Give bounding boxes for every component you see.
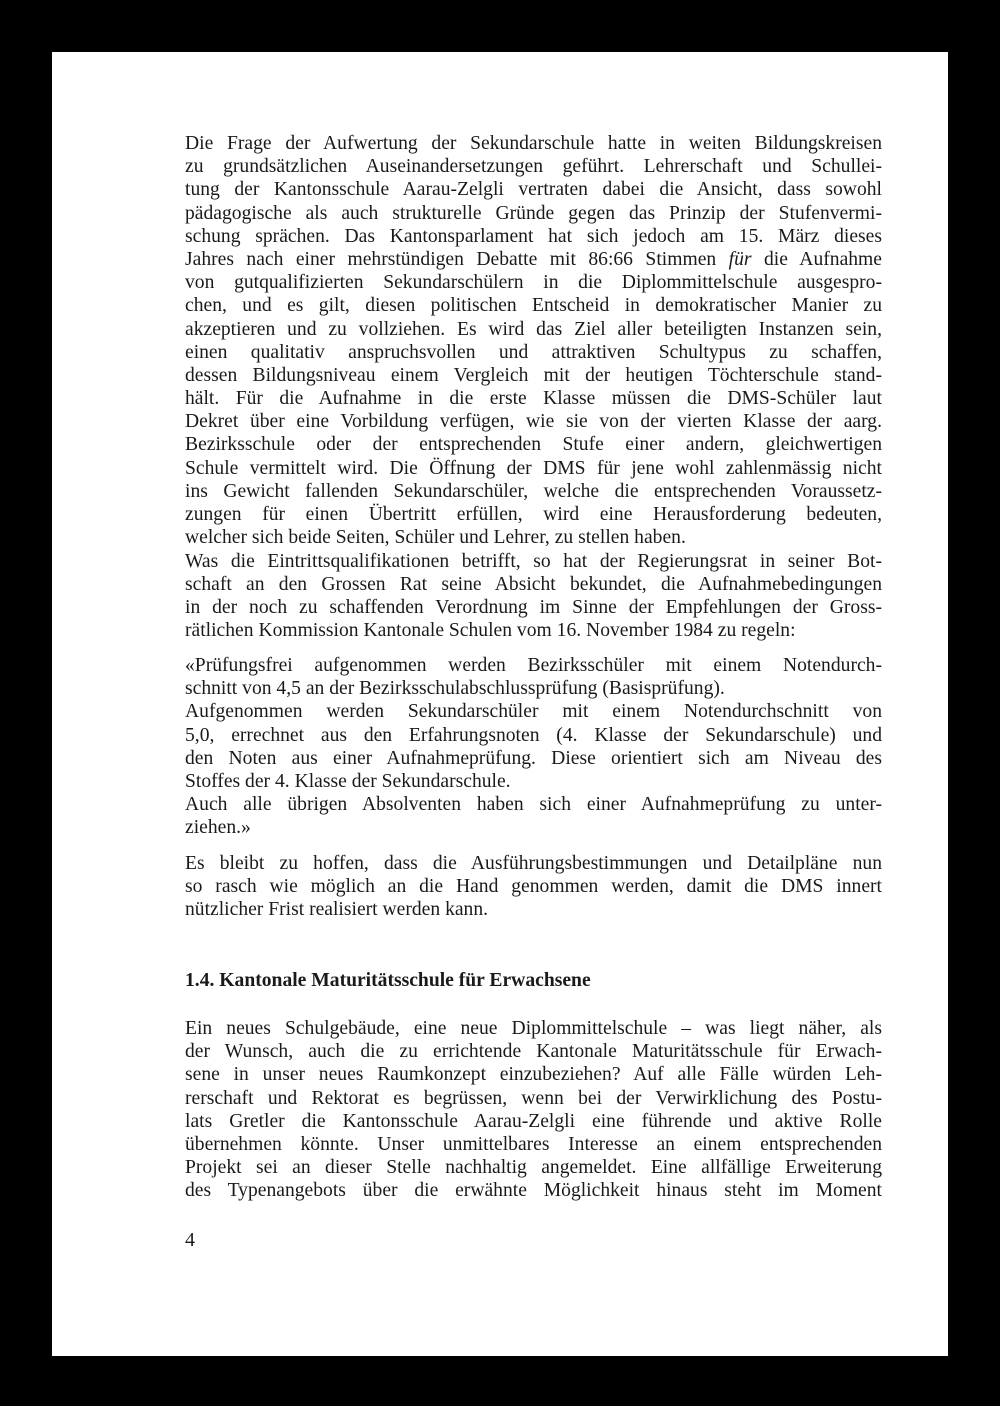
page-number: 4 <box>185 1229 195 1251</box>
paragraph <box>185 793 882 839</box>
document-page <box>52 52 948 1356</box>
text-line: des Typenangebots über die erwähnte Möglichkeit hinaus steht im Moment <box>185 1180 882 1202</box>
text-line: Schule vermittelt wird. Die Öffnung der DMS für jene wohl zahlenmässig nicht <box>185 457 882 479</box>
text-line: den Noten aus einer Aufnahmeprüfung. Diese orientiert sich am Niveau des <box>185 747 882 769</box>
paragraph <box>185 550 882 643</box>
text-line: Die Frage der Aufwertung der Sekundarschule hatte in weiten Bildungskreisen <box>185 133 882 154</box>
text-line <box>185 248 882 271</box>
text-line: ziehen.» <box>185 817 251 839</box>
text-line: hält. Für die Aufnahme in die erste Klasse müssen die DMS-Schüler laut <box>185 388 882 410</box>
text-line: zungen für einen Übertritt erfüllen, wird eine Herausforderung bedeuten, <box>185 504 882 525</box>
text-line: Was die Eintrittsqualifikationen betrifft, so hat der Regierungsrat in seiner Bot- <box>185 550 882 572</box>
text-segment: die Aufnahme <box>751 248 882 270</box>
emphasis-text: für <box>728 248 752 270</box>
text-line: zu grundsätzlichen Auseinandersetzungen geführt. Lehrerschaft und Schullei- <box>185 156 882 178</box>
text-line: lats Gretler die Kantonsschule Aarau-Zelgli eine führende und aktive Rolle <box>185 1110 882 1132</box>
paragraph <box>185 700 882 793</box>
text-line: Bezirksschule oder der entsprechenden Stufe einer andern, gleichwertigen <box>185 434 882 456</box>
text-line: «Prüfungsfrei aufgenommen werden Bezirksschüler mit einem Notendurch- <box>185 655 882 676</box>
text-line: so rasch wie möglich an die Hand genommen werden, damit die DMS innert <box>185 876 882 898</box>
text-line: Stoffes der 4. Klasse der Sekundarschule. <box>185 770 511 792</box>
text-line: der Wunsch, auch die zu errichtende Kantonale Maturitätsschule für Erwach- <box>185 1041 882 1063</box>
text-line: pädagogische als auch strukturelle Gründe gegen das Prinzip der Stufenvermi- <box>185 202 882 224</box>
text-line: von gutqualifizierten Sekundarschülern in die Diplommittelschule ausgespro- <box>185 272 882 294</box>
section-heading: 1.4. Kantonale Maturitätsschule für Erwachsene <box>185 970 591 991</box>
text-line: schung sprächen. Das Kantonsparlament hat sich jedoch am 15. März dieses <box>185 225 882 247</box>
paragraph <box>185 852 882 922</box>
text-line: chen, und es gilt, diesen politischen Entscheid in demokratischer Manier zu <box>185 295 882 317</box>
text-line: ins Gewicht fallenden Sekundarschüler, welche die entsprechenden Voraussetz- <box>185 480 882 502</box>
text-line: dessen Bildungsniveau einem Vergleich mit der heutigen Töchterschule stand- <box>185 364 882 386</box>
text-line: rerschaft und Rektorat es begrüssen, wenn bei der Verwirklichung des Postu- <box>185 1087 882 1109</box>
text-line: welcher sich beide Seiten, Schüler und Lehrer, zu stellen haben. <box>185 527 686 549</box>
text-line: 5,0, errechnet aus den Erfahrungsnoten (4. Klasse der Sekundarschule) und <box>185 724 882 746</box>
text-line: in der noch zu schaffenden Verordnung im Sinne der Empfehlungen der Gross- <box>185 596 882 618</box>
text-line: schnitt von 4,5 an der Bezirksschulabschlussprüfung (Basisprüfung). <box>185 678 725 700</box>
text-line: sene in unser neues Raumkonzept einzubeziehen? Auf alle Fälle würden Leh- <box>185 1064 882 1086</box>
text-line: Auch alle übrigen Absolventen haben sich einer Aufnahmeprüfung zu unter- <box>185 794 882 816</box>
paragraph <box>185 654 882 700</box>
text-line: einen qualitativ anspruchsvollen und attraktiven Schultypus zu schaffen, <box>185 341 882 363</box>
paragraph <box>185 1017 882 1203</box>
text-line: Ein neues Schulgebäude, eine neue Diplommittelschule – was liegt näher, als <box>185 1018 882 1039</box>
text-line: Es bleibt zu hoffen, dass die Ausführungsbestimmungen und Detailpläne nun <box>185 853 882 874</box>
text-line: übernehmen könnte. Unser unmittelbares Interesse an einem entsprechenden <box>185 1133 882 1155</box>
text-line: Dekret über eine Vorbildung verfügen, wie sie von der vierten Klasse der aarg. <box>185 411 882 433</box>
text-line: Aufgenommen werden Sekundarschüler mit einem Notendurchschnitt von <box>185 701 882 723</box>
text-segment: Jahres nach einer mehrstündigen Debatte mit 86:66 Stimmen <box>185 248 729 270</box>
text-line: Projekt sei an dieser Stelle nachhaltig angemeldet. Eine allfällige Erweiterung <box>185 1157 882 1179</box>
text-line: tung der Kantonsschule Aarau-Zelgli vertraten dabei die Ansicht, dass sowohl <box>185 179 882 201</box>
text-line: schaft an den Grossen Rat seine Absicht bekundet, die Aufnahmebedingungen <box>185 573 882 595</box>
text-line: akzeptieren und zu vollziehen. Es wird das Ziel aller beteiligten Instanzen sein, <box>185 318 882 340</box>
text-line: rätlichen Kommission Kantonale Schulen vom 16. November 1984 zu regeln: <box>185 620 796 642</box>
paragraph <box>185 132 882 549</box>
text-line: nützlicher Frist realisiert werden kann. <box>185 899 489 921</box>
